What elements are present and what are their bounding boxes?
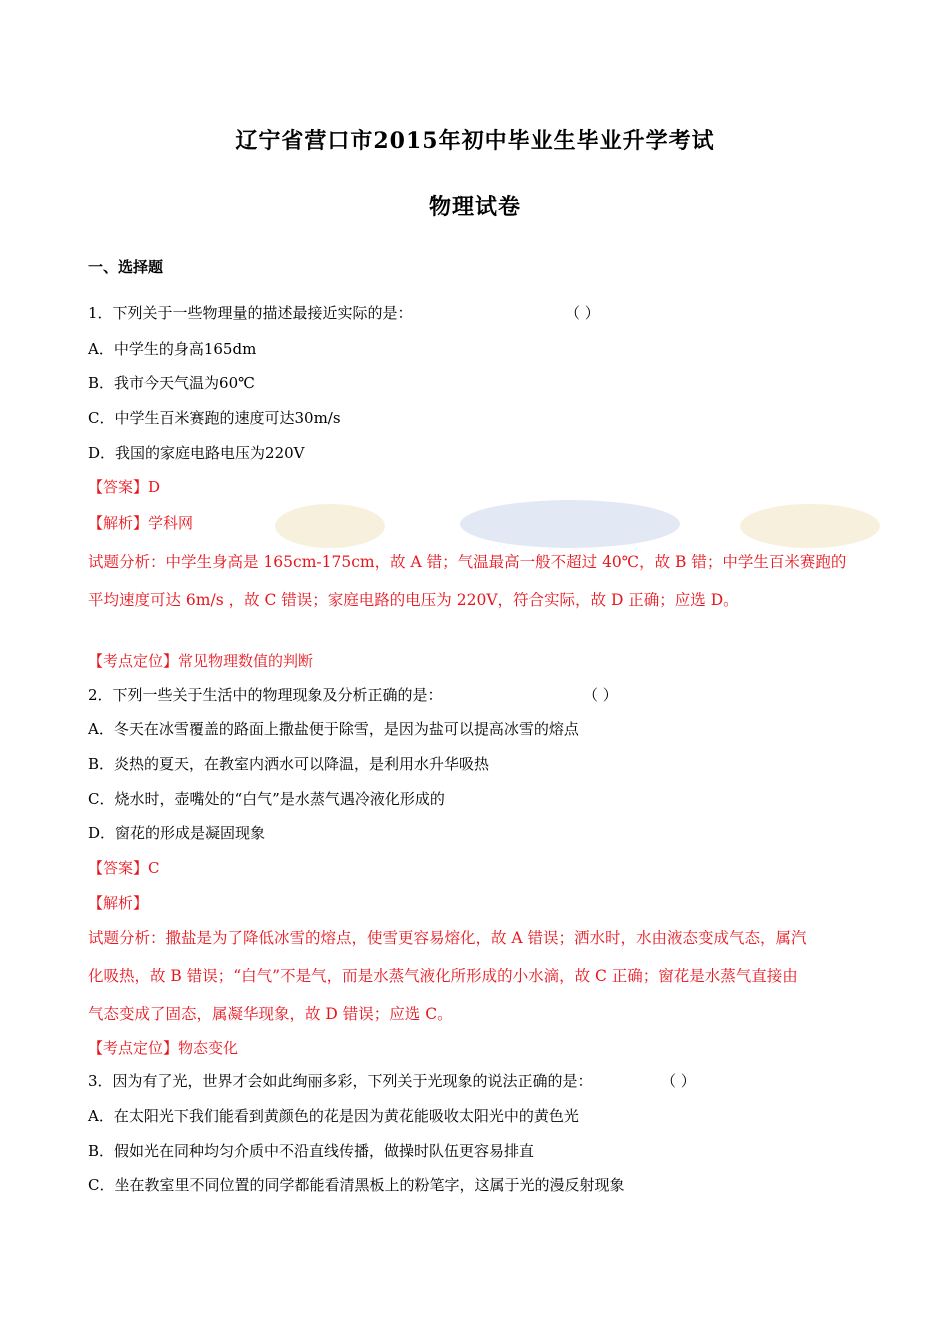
document-subtitle: 物理试卷: [428, 194, 521, 220]
section-heading: 一、选择题: [88, 258, 164, 276]
q3-answer-blank: （ ）: [661, 1072, 696, 1090]
q2-answer: 【答案】C: [88, 859, 160, 877]
watermark-graphic: [270, 496, 890, 556]
q1-analysis-line-1: 试题分析：中学生身高是 165cm-175cm，故 A 错；气温最高一般不超过 40℃，故 B 错；中学生百米赛跑的: [88, 553, 847, 571]
q2-analysis-line-2: 化吸热，故 B 错误；“白气”不是气，而是水蒸气液化所形成的小水滴，故 C 正确；窗花是水蒸气直接由: [88, 967, 798, 985]
q1-option-d: D．我国的家庭电路电压为220V: [88, 444, 305, 462]
q2-analysis-line-1: 试题分析：撒盐是为了降低冰雪的熔点，使雪更容易熔化，故 A 错误；洒水时，水由液态变成气态，属汽: [88, 929, 807, 947]
q1-option-c: C．中学生百米赛跑的速度可达30m/s: [88, 409, 341, 427]
q3-option-a: A．在太阳光下我们能看到黄颜色的花是因为黄花能吸收太阳光中的黄色光: [88, 1107, 579, 1125]
q2-option-c: C．烧水时，壶嘴处的“白气”是水蒸气遇冷液化形成的: [88, 790, 445, 808]
q2-analysis-label: 【解析】: [88, 894, 149, 912]
document-title: 辽宁省营口市2015年初中毕业生毕业升学考试: [235, 128, 715, 154]
q1-analysis-label: 【解析】学科网: [88, 514, 194, 532]
q2-analysis-line-3: 气态变成了固态，属凝华现象，故 D 错误；应选 C。: [88, 1005, 453, 1023]
q1-point: 【考点定位】常见物理数值的判断: [88, 652, 314, 670]
q2-option-b: B．炎热的夏天，在教室内洒水可以降温，是利用水升华吸热: [88, 755, 490, 773]
q1-answer-blank: （ ）: [565, 304, 600, 322]
q2-point: 【考点定位】物态变化: [88, 1039, 239, 1057]
q3-option-c: C．坐在教室里不同位置的同学都能看清黑板上的粉笔字，这属于光的漫反射现象: [88, 1176, 625, 1194]
q3-stem: 3．因为有了光，世界才会如此绚丽多彩，下列关于光现象的说法正确的是：: [88, 1072, 593, 1090]
q1-option-a: A．中学生的身高165dm: [88, 340, 257, 358]
q3-option-b: B．假如光在同种均匀介质中不沿直线传播，做操时队伍更容易排直: [88, 1142, 535, 1160]
q2-stem: 2．下列一些关于生活中的物理现象及分析正确的是：: [88, 686, 443, 704]
q2-option-a: A．冬天在冰雪覆盖的路面上撒盐便于除雪，是因为盐可以提高冰雪的熔点: [88, 720, 579, 738]
q1-answer: 【答案】D: [88, 478, 161, 496]
q2-option-d: D．窗花的形成是凝固现象: [88, 824, 266, 842]
q1-option-b: B．我市今天气温为60℃: [88, 374, 255, 392]
q1-stem: 1．下列关于一些物理量的描述最接近实际的是：: [88, 304, 413, 322]
q2-answer-blank: （ ）: [583, 686, 618, 704]
q1-analysis-line-2: 平均速度可达 6m/s ，故 C 错误；家庭电路的电压为 220V，符合实际，故 D 正确；应选 D。: [88, 591, 739, 609]
